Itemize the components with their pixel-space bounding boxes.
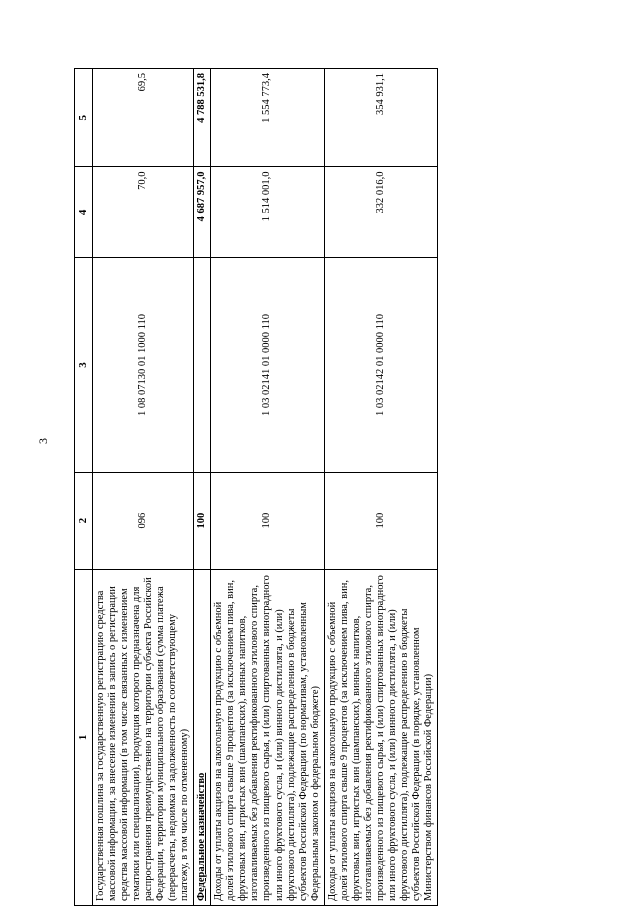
header-col-1: 1 [75,569,93,905]
row-description: Федеральное казначейство [194,569,211,905]
table-row [211,69,325,906]
row-kbk: 1 03 02142 01 0000 110 [324,258,438,472]
table-row [92,69,194,906]
row-kbk [194,258,211,472]
row-value-col5: 354 931,1 [324,69,438,167]
revenue-table [74,68,438,906]
row-kbk: 1 03 02141 01 0000 110 [211,258,325,472]
table-header-row [75,69,93,906]
header-col-4: 4 [75,167,93,258]
row-value-col4: 70,0 [92,167,194,258]
row-admin-code: 096 [92,472,194,569]
row-value-col4: 1 514 001,0 [211,167,325,258]
row-description: Доходы от уплаты акцизов на алкогольную продукцию с объемной долей этилового спирта свыше 9 процентов (за исключением пива, вин, фруктовых вин, игристых вин (шампанских), винных напитков, изготавливаемых без добавления ректификованного этилового спирта, произведенного из пищевого сырья, и (или) спиртованных виноградного или иного фруктового сусла, и (или) винного дистиллята, и (или) фруктового дистиллята), подлежащие распределению в бюджеты субъектов Российской Федерации (в порядке, установленном Министерством финансов Российской Федерации) [324,569,438,905]
row-kbk: 1 08 07130 01 1000 110 [92,258,194,472]
page-number: 3 [36,438,50,444]
row-value-col5: 1 554 773,4 [211,69,325,167]
row-value-col5: 4 788 531,8 [194,69,211,167]
rotated-page-container [74,68,636,906]
table-row-section [194,69,211,906]
row-description: Доходы от уплаты акцизов на алкогольную продукцию с объемной долей этилового спирта свыше 9 процентов (за исключением пива, вин, фруктовых вин, игристых вин (шампанских), винных напитков, изготавливаемых без добавления ректификованного этилового спирта, произведенного из пищевого сырья, и (или) спиртованных виноградного или иного фруктового сусла, и (или) винного дистиллята, и (или) фруктового дистиллята), подлежащие распределению в бюджеты субъектов Российской Федерации (по нормативам, установленным Федеральным законом о федеральном бюджете) [211,569,325,905]
header-col-3: 3 [75,258,93,472]
row-value-col5: 69,5 [92,69,194,167]
row-admin-code: 100 [324,472,438,569]
row-admin-code: 100 [211,472,325,569]
row-admin-code: 100 [194,472,211,569]
header-col-2: 2 [75,472,93,569]
rotated-table-wrapper [74,68,636,906]
header-col-5: 5 [75,69,93,167]
row-value-col4: 4 687 957,0 [194,167,211,258]
row-description: Государственная пошлина за государственную регистрацию средства массовой информации, за внесение изменений в запись о регистрации средства массовой информации (в том числе связанных с изменением тематики или специализации), продукция которого предназначена для распространения преимущественно на территории субъекта Российской Федерации, территории муниципального образования (сумма платежа (перерасчеты, недоимка и задолженность по соответствующему платежу, в том числе по отмененному) [92,569,194,905]
row-value-col4: 332 016,0 [324,167,438,258]
table-row [324,69,438,906]
